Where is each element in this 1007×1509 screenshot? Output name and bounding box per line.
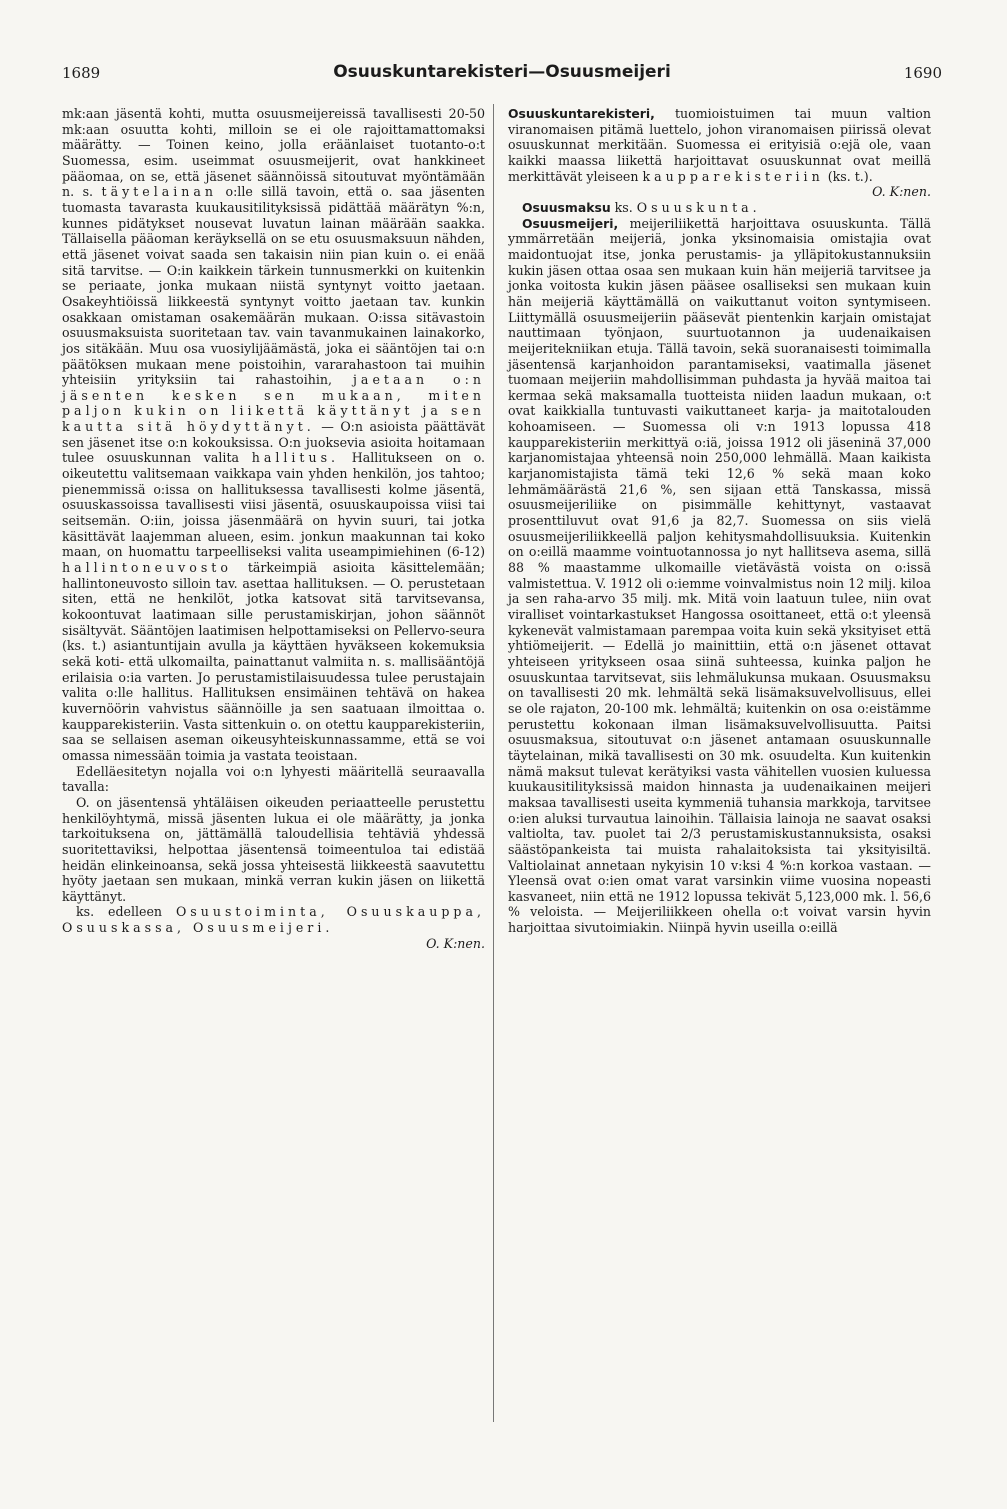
- article-osuuskunta-continuation: mk:aan jäsentä kohti, mutta osuusmeijereissä tavallisesti 20-50 mk:aan osuutta kohti, milloin se ei ole rajoittamattomaksi määrätty. — Toinen keino, jolla eräänlaiset tuotanto-o:t Suomessa, esim. useimmat osuusmeijerit, ovat hankkineet pääomaa, on se, että jäsenet säännöissä sitoutuvat myöntämään n. s. täytelainan o:lle sillä tavoin, että o. saa jäsenten tuomasta tavarasta kuukausitilityksissä pidättää määrätyn %:n, kunnes pidätykset nousevat luvatun lainan määrään saakka. Tällaisella pääoman keräyksellä on se etu osuusmaksuun nähden, että jäsenet voivat saada sen takaisin niin pian kuin o. ei enää sitä tarvitse. — O:in kaikkein tärkein tunnusmerkki on kuitenkin se periaate, jonka mukaan niistä syntynyt voitto jaetaan. Osakeyhtiöissä liikkeestä syntynyt voitto jaetaan tav. kunkin osakkaan omistaman osakemäärän mukaan. O:issa sitävastoin osuusmaksuista suoritetaan tav. vain tavanmukainen lainakorko, jos sitäkään. Muu osa vuosiylijäämästä, joka ei sääntöjen tai o:n päätöksen mukaan mene poistoihin, vararahastoon tai muihin yhteisiin yrityksiin tai rahastoihin, jaetaan o:n jäsenten kesken sen mukaan, miten paljon kukin on liikettä käyttänyt ja sen kautta sitä höydyttänyt. — O:n asioista päättävät sen jäsenet itse o:n kokouksissa. O:n juoksevia asioita hoitamaan tulee osuuskunnan valita hallitus. Hallitukseen on o. oikeutettu valitsemaan vaikkapa vain yhden henkilön, jos tahtoo; pienemmissä o:issa on hallituksessa tavallisesti kolme jäsentä, osuuskassoissa tavallisesti viisi jäsentä, osuuskaupoissa viisi tai seitsemän. O:iin, joissa jäsenmäärä on hyvin suuri, tai jotka käsittävät laajemman alueen, esim. jonkun maakunnan tai koko maan, on huomattu tarpeelliseksi valita useampimiehinen (6-12) hallintoneuvosto tärkeimpiä asioita käsittelemään; hallintoneuvosto silloin tav. asettaa hallituksen. — O. perustetaan siten, että ne henkilöt, jotka katsovat sitä tarvitsevansa, kokoontuvat laatimaan sille perustamiskirjan, johon säännöt sisältyvät. Sääntöjen laatimisen helpottamiseksi on Pellervo-seura (ks. t.) asiantuntijain avulla ja käyttäen hyväkseen kokemuksia sekä koti- että ulkomailta, painattanut valmiita n. s. mallisääntöjä erilaisia o:ia varten. Jo perustamistilaisuudessa tulee perustajain valita o:lle hallitus. Hallituksen ensimäinen tehtävä on hakea kuvernöörin vahvistus säännöille ja sen saatuaan ilmoittaa o. kaupparekisteriin. Vasta sittenkuin o. on otettu kaupparekisteriin, saa se sellaisen aseman oikeusyhteiskunnassamme, että se voi omassa nimessään toimia ja vastata teoistaan.: [62, 106, 485, 763]
- right-column: [508, 106, 931, 936]
- cross-reference: Osuuskunta.: [636, 199, 761, 215]
- entry-headword: Osuusmaksu: [522, 199, 611, 215]
- entry-headword: Osuuskuntarekisteri,: [508, 106, 655, 121]
- spaced-term: hallintoneuvosto: [62, 560, 232, 576]
- cross-reference: Osuustoiminta, Osuuskauppa, Osuuskassa, Osuusmeijeri.: [62, 904, 485, 936]
- author-signature: O. K:nen.: [426, 935, 485, 951]
- spaced-term: täytelainan: [101, 184, 218, 200]
- spaced-term: jaetaan o:n jäsenten kesken sen mukaan, miten paljon kukin on liikettä käyttänyt ja sen kautta sitä höydyttänyt.: [62, 372, 485, 435]
- page-number-left: 1689: [62, 64, 101, 82]
- column-divider: [493, 104, 494, 1422]
- paragraph: Edelläesitetyn nojalla voi o:n lyhyesti määritellä seuraavalla tavalla:: [62, 763, 485, 795]
- spaced-term: hallitus.: [251, 450, 340, 466]
- left-column: [62, 106, 485, 951]
- entry-osuusmaksu: Osuusmaksu ks. Osuuskunta.: [522, 199, 761, 215]
- definition-paragraph: O. on jäsentensä yhtäläisen oikeuden periaatteelle perustettu henkilöyhtymä, missä jäsenten lukua ei ole määrätty, ja jonka tarkoituksena on, jättämällä taloudellisia tehtäviä yhdessä suoritettaviksi, helpottaa jäsentensä toimeentuloa tai edistää heidän elinkeinoansa, sekä jossa yhteisestä liikkeestä saavutettu hyöty jaetaan sen mukaan, minkä verran kukin jäsen on liikettä käyttänyt.: [62, 794, 485, 904]
- entry-headword: Osuusmeijeri,: [522, 215, 619, 231]
- running-header: [62, 64, 942, 90]
- page-number-right: 1690: [903, 64, 942, 82]
- entry-osuuskuntarekisteri: Osuuskuntarekisteri, tuomioistuimen tai muun valtion viranomaisen pitämä luettelo, johon viranomaisen piirissä olevat osuuskunnat merkitään. Suomessa ei erityisiä o:ejä ole, vaan kaikki maassa liikettä harjoittavat osuuskunnat ovat meillä merkittävät yleiseen kaupparekisteriin (ks. t.).: [508, 106, 931, 184]
- running-title: Osuuskuntarekisteri—Osuusmeijeri: [333, 62, 671, 82]
- see-also: ks. edelleen Osuustoiminta, Osuuskauppa, Osuuskassa, Osuusmeijeri.: [62, 904, 485, 936]
- cross-reference: kaupparekisteriin: [642, 168, 824, 184]
- entry-osuusmeijeri: Osuusmeijeri, meijeriliikettä harjoittava osuuskunta. Tällä ymmärretään meijeriä, jonka yksinomaisia omistajia ovat maidontuojat itse, jonka perustamis- ja ylläpitokustannuksiin kukin jäsen ottaa osaa sen mukaan kuin hän meijeriä tarvitsee ja jonka voitosta kukin jäsen pääsee osalliseksi sen mukaan kuin hän meijeriä käyttämällä on vaikuttanut voiton syntymiseen. Liittymällä osuusmeijeriin pääsevät pientenkin karjain omistajat nauttimaan työnjaon, suurtuotannon ja uudenaikaisen meijeritekniikan etuja. Tällä tavoin, sekä suoranaisesti toimimalla jäsentensä karjanhoidon parantamiseksi, vaatimalla jäsenet tuomaan meijeriin mahdollisimman puhdasta ja hyvää maitoa tai kermaa sekä maksamalla tuotteista niiden laadun mukaan, o:t ovat kaikkialla tuntuvasti vaikuttaneet karja- ja maitotalouden kohoamiseen. — Suomessa oli v:n 1913 lopussa 418 kaupparekisteriin merkittyä o:iä, joissa 1912 oli jäseninä 37,000 karjanomistajaa yhteensä noin 250,000 lehmällä. Maan kaikista karjanomistajista tämä teki 12,6 % sekä maan koko lehmämäärästä 21,6 %, sen sijaan että Tanskassa, missä osuusmeijeriliike on pisimmälle kehittynyt, vastaavat prosenttiluvut ovat 91,6 ja 82,7. Suomessa on siis vielä osuusmeijeriliikkeellä paljon kehitysmahdollisuuksia. Kuitenkin on o:eillä maamme vointuotannossa jo nyt hallitseva asema, sillä 88 % maastamme ulkomaille vietävästä voista on o:issä valmistettua. V. 1912 oli o:iemme voinvalmistus noin 12 milj. kiloa ja sen raha-arvo 35 milj. mk. Mitä voin laatuun tulee, niin ovat viralliset vointarkastukset Hangossa osoittaneet, että o:t yleensä kykenevät valmistamaan parempaa voita kuin sekä yksityiset että yhtiömeijerit. — Edellä jo mainittiin, että o:n jäsenet ottavat yhteiseen yritykseen osaa siinä suhteessa, kuinka paljon he osuuskuntaa tarvitsevat, siis lehmälukunsa mukaan. Osuusmaksu on tavallisesti 20 mk. lehmältä sekä lisämaksuvelvollisuus, ellei se ole rajaton, 20-100 mk. lehmältä; kuitenkin on osa o:eistämme perustettu kokonaan ilman lisämaksuvelvollisuutta. Paitsi osuusmaksua, sitoutuvat o:n jäsenet antamaan osuuskunnalle täytelainan, mikä tavallisesti on 30 mk. osuudelta. Kun kuitenkin nämä maksut tulevat kerätyiksi vasta vähitellen vuosien kuluessa kuukausitilityksissä maidon hinnasta ja uudenaikainen meijeri maksaa tavallisesti useita kymmeniä tuhansia markkoja, tarvitsee o:ien aluksi turvautua lainoihin. Tällaisia lainoja ne saavat osaksi valtiolta, tav. puolet tai 2/3 perustamiskustannuksista, osaksi säästöpankeista tai muista rahalaitoksista tai yksityisiltä. Valtiolainat annetaan nykyisin 10 v:ksi 4 %:n korkoa vastaan. — Yleensä ovat o:ien omat varat varsinkin viime vuosina nopeasti kasvaneet, niin että ne 1912 lopussa tekivät 5,123,000 mk. l. 56,6 % veloista. — Meijeriliikkeen ohella o:t voivat varsin hyvin harjoittaa sivutoimiakin. Niinpä hyvin useilla o:eillä: [508, 215, 931, 936]
- author-signature: O. K:nen.: [872, 184, 931, 200]
